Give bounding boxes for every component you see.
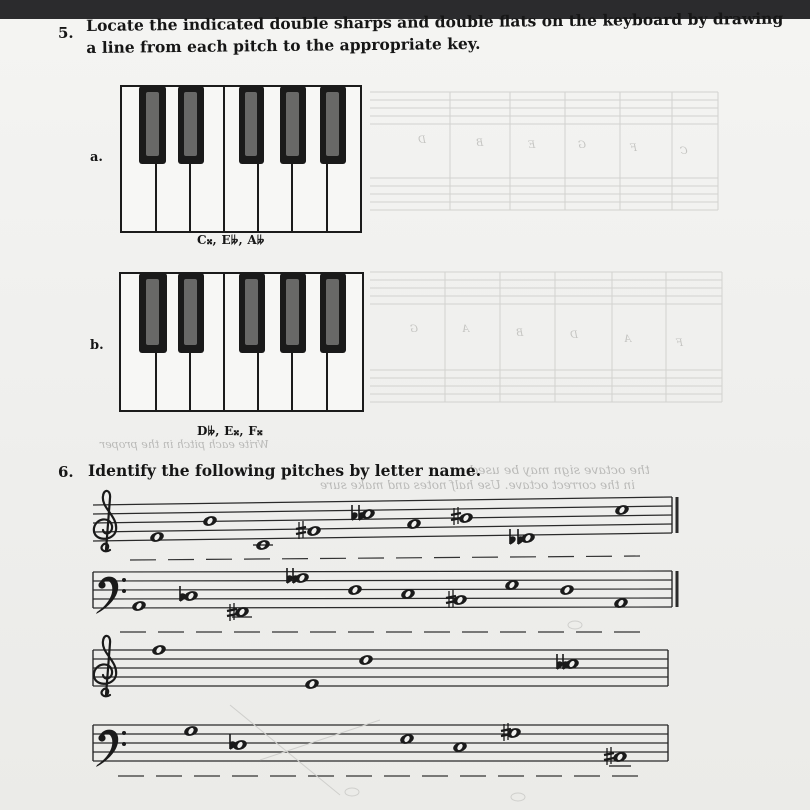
bleed-text-1: the octave sign may be used: [470, 462, 650, 477]
part-b-label: b.: [90, 338, 104, 353]
staff-3: [93, 650, 668, 686]
question-6-text: Identify the following pitches by letter name.: [88, 461, 482, 480]
part-a-label: a.: [90, 150, 103, 165]
treble-clef-icon: [94, 636, 116, 696]
ghost-letter: A: [624, 334, 632, 345]
question-5-line-1: Locate the indicated double sharps and double flats on the keyboard by drawing: [86, 8, 784, 35]
ghost-letter: C: [680, 146, 688, 157]
ghost-letter: A: [462, 324, 470, 335]
staff-4: [93, 725, 668, 761]
staff-4-notes: [183, 723, 631, 766]
question-5-line-2: a line from each pitch to the appropriate key.: [86, 33, 481, 57]
ghost-letter: D: [418, 135, 427, 146]
bleed-text-3: Write each pitch in the proper: [100, 438, 269, 451]
ghost-letter: B: [476, 138, 484, 149]
part-a-chord: C𝄪, E𝄫, A𝄫: [197, 233, 265, 247]
ghost-letter: D: [570, 330, 579, 341]
ghost-letter: G: [410, 324, 418, 335]
ghost-letter: B: [516, 328, 524, 339]
ghost-letter: G: [578, 140, 586, 151]
staff-2-notes: [131, 568, 629, 621]
ghost-letter: F: [630, 143, 637, 154]
question-6-number: 6.: [58, 463, 74, 481]
bleed-text-2: in the correct octave. Use half notes and make sure: [320, 478, 635, 492]
ghost-letter: E: [528, 140, 536, 151]
staff-1: [93, 497, 677, 541]
treble-clef-icon: [94, 491, 116, 551]
question-5-number: 5.: [58, 24, 74, 42]
ghost-letter: F: [676, 338, 683, 349]
part-b-chord: D𝄫, E𝄪, F𝄪: [197, 424, 263, 438]
